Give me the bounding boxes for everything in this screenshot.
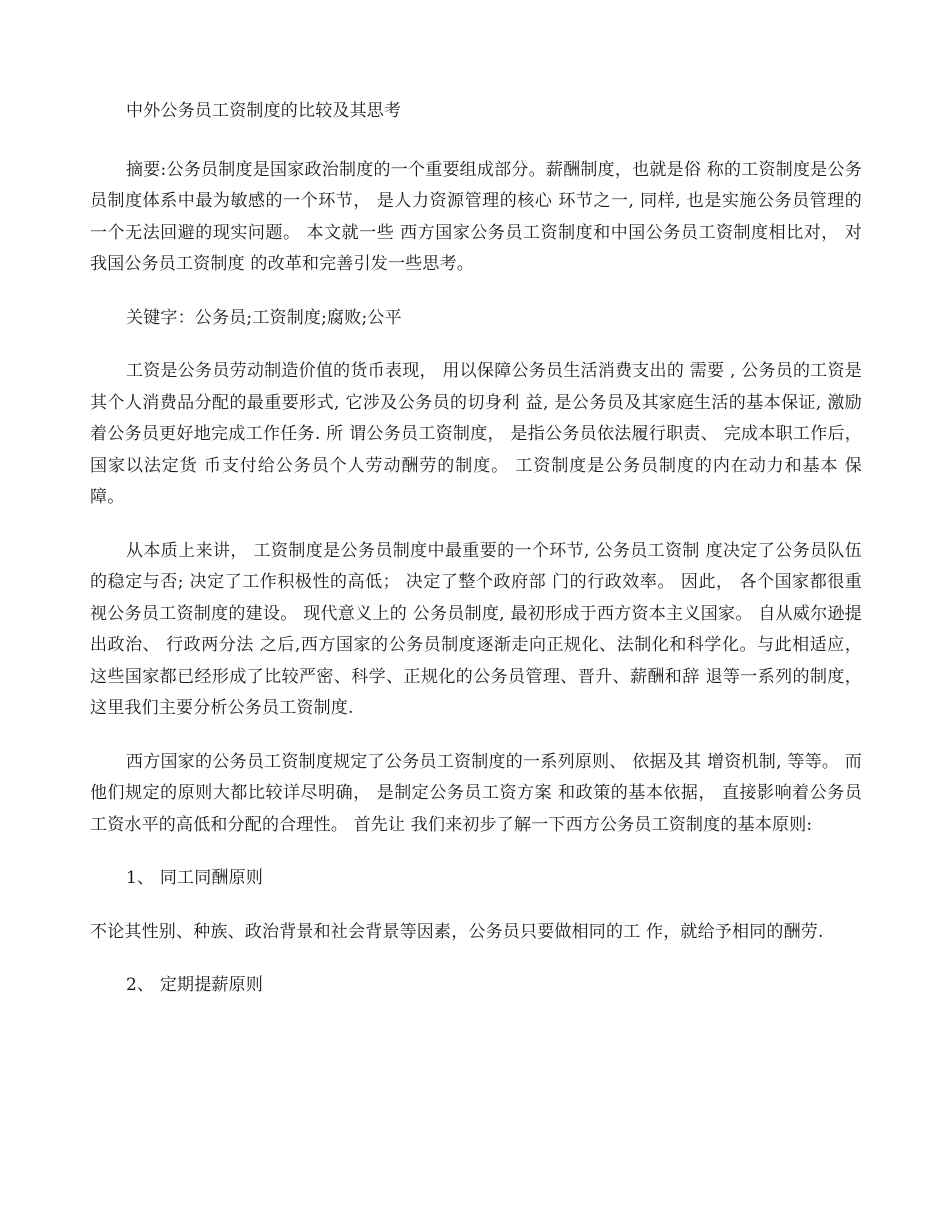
principle-1-text: 不论其性别、种族、政治背景和社会背景等因素，公务员只要做相同的工 作，就给予相同的酬劳. (90, 921, 824, 942)
body-paragraph-1: 工资是公务员劳动制造价值的货币表现， 用以保障公务员生活消费支出的 需要 , 公务员的工资是其个人消费品分配的最重要形式, 它涉及公务员的切身利 益, 是公务员及其家庭生活的基本保证, 激励着公务员更好地完成工作任务. 所 谓公务员工资制度， 是指公务员依法履行职责、 完成本职工作后， 国家以法定货 币支付给公务员个人劳动酬劳的制度。 工资制度是公务员制度的内在动力和基本 保障。 (90, 361, 862, 507)
principle-1-heading: 1、 同工同酬原则 (126, 868, 264, 888)
body-paragraph-3: 西方国家的公务员工资制度规定了公务员工资制度的一系列原则、 依据及其 增资机制, 等等。 而他们规定的原则大都比较详尽明确， 是制定公务员工资方案 和政策的基本依据， 直接影响着公务员工资水平的高低和分配的合理性。 首先让 我们来初步了解一下西方公务员工资制度的基本原则: (90, 751, 862, 835)
abstract-paragraph: 摘要:公务员制度是国家政治制度的一个重要组成部分。薪酬制度，也就是俗 称的工资制度是公务员制度体系中最为敏感的一个环节， 是人力资源管理的核心 环节之一, 同样, 也是实施公务员管理的一个无法回避的现实问题。 本文就一些 西方国家公务员工资制度和中国公务员工资制度相比对， 对我国公务员工资制度 的改革和完善引发一些思考。 (90, 159, 862, 274)
body-paragraph-2: 从本质上来讲， 工资制度是公务员制度中最重要的一个环节, 公务员工资制 度决定了公务员队伍的稳定与否; 决定了工作积极性的高低； 决定了整个政府部 门的行政效率。 因此， 各个国家都很重视公务员工资制度的建设。 现代意义上的 公务员制度, 最初形成于西方资本主义国家。 自从威尔逊提出政治、 行政两分法 之后,西方国家的公务员制度逐渐走向正规化、法制化和科学化。与此相适应， 这些国家都已经形成了比较严密、科学、正规化的公务员管理、晋升、薪酬和辞 退等一系列的制度，这里我们主要分析公务员工资制度. (90, 540, 862, 718)
keywords-line: 关键字：公务员;工资制度;腐败;公平 (126, 307, 402, 328)
document-title: 中外公务员工资制度的比较及其思考 (126, 101, 402, 121)
principle-2-heading: 2、 定期提薪原则 (126, 975, 264, 995)
